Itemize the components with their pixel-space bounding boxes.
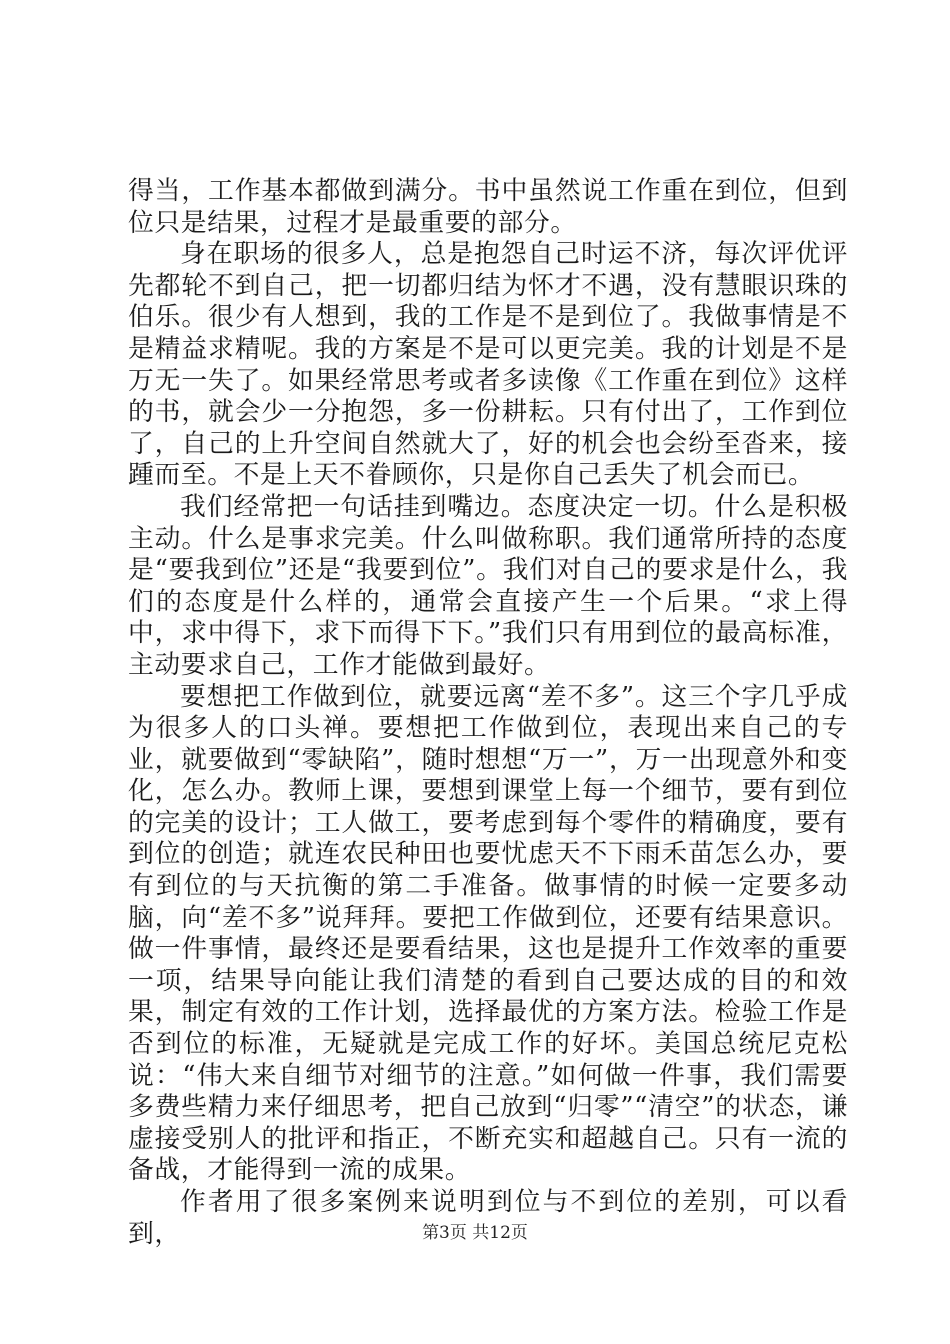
paragraph: 要想把工作做到位，就要远离“差不多”。这三个字几乎成为很多人的口头禅。要想把工作做到位，表现出来自己的专业，就要做到“零缺陷”，随时想想“万一”，万一出现意外和变化，怎么办。教师上课，要想到课堂上每一个细节，要有到位的完美的设计；工人做工，要考虑到每个零件的精确度，要有到位的创造；就连农民种田也要忧虑天不下雨禾苗怎么办，要有到位的与天抗衡的第二手准备。做事情的时候一定要多动脑，向“差不多”说拜拜。要把工作做到位，还要有结果意识。做一件事情，最终还是要看结果，这也是提升工作效率的重要一项，结果导向能让我们清楚的看到自己要达成的目的和效果，制定有效的工作计划，选择最优的方案方法。检验工作是否到位的标准，无疑就是完成工作的好坏。美国总统尼克松说：“伟大来自细节对细节的注意。”如何做一件事，我们需要多费些精力来仔细思考，把自己放到“归零”“清空”的状态，谦虚接受别人的批评和指正，不断充实和超越自己。只有一流的备战，才能得到一流的成果。: [128, 681, 848, 1186]
paragraph: 作者用了很多案例来说明到位与不到位的差别，可以看到，: [128, 1187, 848, 1249]
paragraph-continuation: 得当，工作基本都做到满分。书中虽然说工作重在到位，但到位只是结果，过程才是最重要的部分。: [128, 176, 848, 238]
page-number-footer: 第3页 共12页: [422, 1223, 528, 1243]
document-body: [128, 176, 848, 1250]
paragraph: 我们经常把一句话挂到嘴边。态度决定一切。什么是积极主动。什么是事求完美。什么叫做称职。我们通常所持的态度是“要我到位”还是“我要到位”。我们对自己的要求是什么，我们的态度是什么样的，通常会直接产生一个后果。“求上得中，求中得下，求下而得下下。”我们只有用到位的最高标准，主动要求自己，工作才能做到最好。: [128, 491, 848, 680]
paragraph: 身在职场的很多人，总是抱怨自己时运不济，每次评优评先都轮不到自己，把一切都归结为怀才不遇，没有慧眼识珠的伯乐。很少有人想到，我的工作是不是到位了。我做事情是不是精益求精呢。我的方案是不是可以更完美。我的计划是不是万无一失了。如果经常思考或者多读像《工作重在到位》这样的书，就会少一分抱怨，多一份耕耘。只有付出了，工作到位了，自己的上升空间自然就大了，好的机会也会纷至沓来，接踵而至。不是上天不眷顾你，只是你自己丢失了机会而已。: [128, 239, 848, 491]
